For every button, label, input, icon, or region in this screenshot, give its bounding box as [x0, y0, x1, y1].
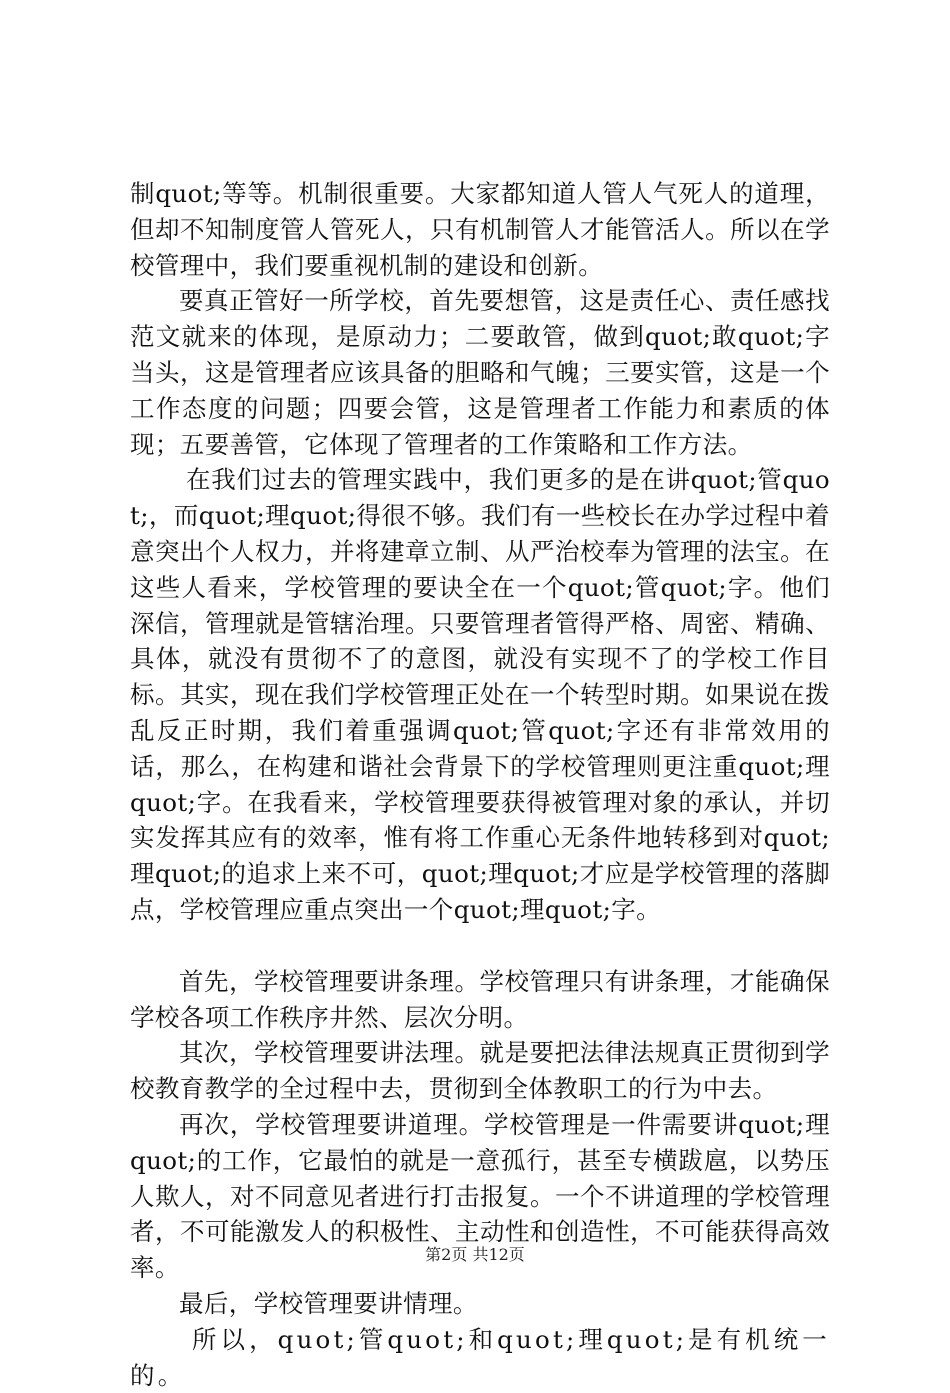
paragraph-last-sentiment: 最后，学校管理要讲情理。	[179, 1288, 478, 1318]
paragraph-third-reason: 再次，学校管理要讲道理。学校管理是一件需要讲quot;理quot;的工作，它最怕的就是一意孤行，甚至专横跋扈，以势压人欺人，对不同意见者进行打击报复。一个不讲道理的学校管理者，不可能激发人的积极性、主动性和创造性，不可能获得高效率。	[130, 1109, 830, 1283]
paragraph-conclusion: 所以，quot;管quot;和quot;理quot;是有机统一的。	[130, 1324, 830, 1390]
paragraph-guan-and-li: 在我们过去的管理实践中，我们更多的是在讲quot;管quot;，而quot;理quot;得很不够。我们有一些校长在办学过程中着意突出个人权力，并将建章立制、从严治校奉为管理的法宝。在这些人看来，学校管理的要诀全在一个quot;管quot;字。他们深信，管理就是管辖治理。只要管理者管得严格、周密、精确、具体，就没有贯彻不了的意图，就没有实现不了的学校工作目标。其实，现在我们学校管理正处在一个转型时期。如果说在拨乱反正时期，我们着重强调quot;管quot;字还有非常效用的话，那么，在构建和谐社会背景下的学校管理则更注重quot;理quot;字。在我看来，学校管理要获得被管理对象的承认，并切实发挥其应有的效率，惟有将工作重心无条件地转移到对quot;理quot;的追求上来不可，quot;理quot;才应是学校管理的落脚点，学校管理应重点突出一个quot;理quot;字。	[130, 465, 830, 924]
page-number-footer: 第2页 共12页	[425, 1245, 525, 1264]
paragraph-first-order: 首先，学校管理要讲条理。学校管理只有讲条理，才能确保学校各项工作秩序井然、层次分明。	[130, 966, 830, 1032]
paragraph-five-management-aspects: 要真正管好一所学校，首先要想管，这是责任心、责任感找范文就来的体现，是原动力；二要敢管，做到quot;敢quot;字当头，这是管理者应该具备的胆略和气魄；三要实管，这是一个工作态度的问题；四要会管，这是管理者工作能力和素质的体现；五要善管，它体现了管理者的工作策略和工作方法。	[130, 286, 830, 459]
document-body	[130, 176, 830, 1393]
paragraph-second-law: 其次，学校管理要讲法理。就是要把法律法规真正贯彻到学校教育教学的全过程中去，贯彻到全体教职工的行为中去。	[130, 1038, 830, 1104]
paragraph-gap	[130, 928, 830, 964]
paragraph-mechanism: 制quot;等等。机制很重要。大家都知道人管人气死人的道理，但却不知制度管人管死人，只有机制管人才能管活人。所以在学校管理中，我们要重视机制的建设和创新。	[130, 179, 830, 280]
